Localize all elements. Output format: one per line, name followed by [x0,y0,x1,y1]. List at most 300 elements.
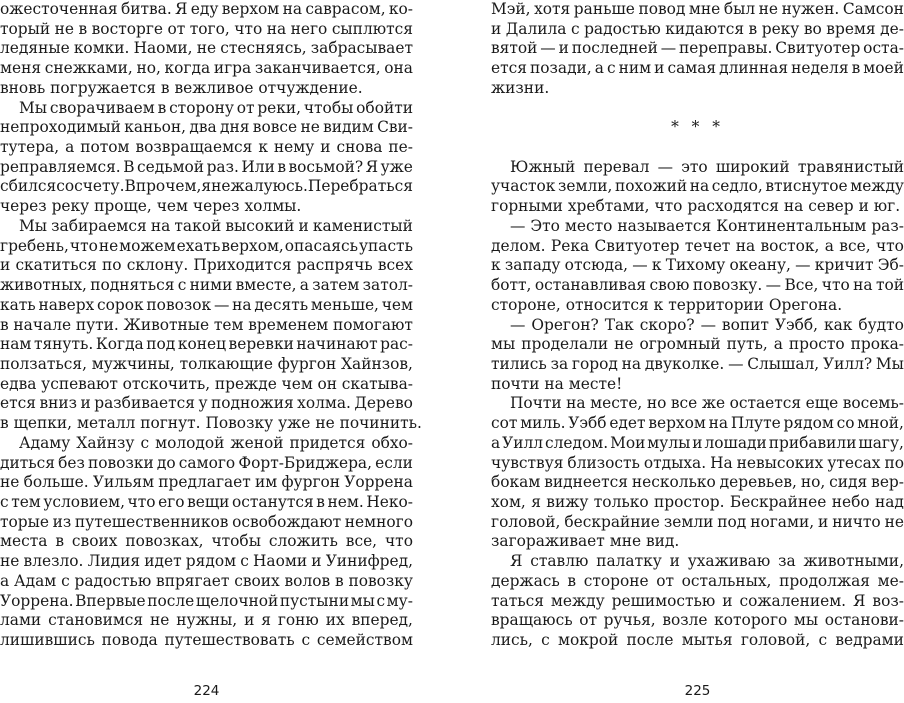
word: что [875,236,904,255]
word: остается [729,394,802,413]
word: с [606,59,616,78]
word: свою [649,276,690,295]
word: Река [550,236,590,255]
word: Уильям [92,473,155,492]
word: Форт-Бриджера, [238,453,373,472]
word: проще, [94,197,152,216]
text-line [0,532,413,552]
word: вятой [491,39,538,58]
word: восьмой? [288,157,364,176]
word: шагу, [858,433,904,452]
word: Я [365,157,379,176]
text-line [491,217,904,237]
word: что [234,19,263,38]
word: меня [0,59,42,78]
word: стороне, [491,295,561,314]
word: животных, [0,276,87,295]
word: забираемся [51,216,147,235]
word: несколько [631,473,716,492]
word: становимся [48,611,144,630]
word: оста- [863,39,904,58]
word: такой [174,216,222,235]
word: вместе, [235,276,297,295]
word: по [102,256,122,275]
word: Орегон? [531,315,599,334]
word: забрасывает [310,39,413,58]
word: счету. [74,177,125,196]
word: сложить [268,532,338,551]
word: видим [323,118,374,137]
word: чтобы [303,98,354,117]
word: место [564,216,613,235]
word: что [69,236,98,255]
word: освобождают [232,512,342,531]
word: сидя [829,473,868,492]
word: время [826,19,876,38]
word: а [824,236,834,255]
text-line [491,79,904,99]
word: отсюда, [564,256,629,275]
blank-line [491,99,904,119]
word: можем [119,236,176,255]
word: я [201,177,212,196]
word: Мы [19,98,48,117]
word: я [261,611,271,630]
word: Уэбб, [774,315,818,334]
word: повозках, [125,532,204,551]
text-line [0,611,413,631]
word: каньон, [124,118,187,137]
text-line [491,177,904,197]
text-line [491,276,904,296]
word: животными, [803,552,904,571]
word: если [375,453,413,472]
word: вниз [39,394,78,413]
word: нам [0,335,32,354]
word: временем [248,315,329,334]
word: Так [604,315,634,334]
word: мы [350,591,375,610]
word: на [735,236,756,255]
word: повод [638,0,686,18]
word: уже [380,157,413,176]
word: вещи [187,492,230,511]
word: но, [800,473,826,492]
word: Далила [505,19,567,38]
word: вопит [721,315,769,334]
word: пустыни [279,591,350,610]
word: ме- [877,571,904,590]
word: ботт, [491,276,532,295]
text-line [491,316,904,336]
text-line [0,454,413,474]
word: ется [491,59,527,78]
word: высокий [225,216,295,235]
word: погружается [50,78,156,97]
word: виднеется [544,473,628,492]
word: месте, [590,394,643,413]
word: и [298,216,309,235]
word: женой [230,433,284,452]
word: Лидия [87,552,141,571]
word: все, [345,532,378,551]
word: не [211,177,231,196]
word: начинают [296,335,378,354]
word: из [52,512,72,531]
word: головой, [740,631,811,649]
word: как [823,315,853,334]
text-line [0,237,413,257]
word: кать [0,295,36,314]
text-line [491,454,904,474]
word: возвращаемся [135,138,253,157]
word: пути. [75,315,119,334]
word: Неко- [366,492,413,511]
word: восемь- [842,394,904,413]
word: от [236,98,255,117]
text-line [0,394,413,414]
word: веревки [228,335,294,354]
word: в [851,59,861,78]
word: и [669,552,680,571]
section-separator: * * * [671,118,724,137]
text-line [491,572,904,592]
word: на [689,177,710,196]
word: рядом [185,552,237,571]
word: предлагает [158,473,251,492]
word: повозок [146,295,212,314]
word: конец [177,335,226,354]
text-line [0,59,413,79]
left-page-number: 224 [193,683,220,699]
text-line [491,237,904,257]
word: со [56,177,75,196]
word: больше. [23,473,89,492]
word: Свитуотер [775,39,861,58]
word: жалуюсь. [230,177,308,196]
word: небо [831,492,870,511]
word: ко- [388,0,413,18]
word: следом. [545,433,609,452]
word: на [150,216,171,235]
word: на [853,276,873,295]
word: Хайнзов, [341,354,413,373]
text-line [491,375,904,395]
word: в [277,157,286,176]
word: тутера, [0,138,60,157]
word: на [566,394,586,413]
word: палатку [596,552,662,571]
word: моей [863,59,904,78]
word: ними [189,276,233,295]
word: через [192,197,240,216]
word: ется [0,394,36,413]
word: похожий [614,177,688,196]
word: над [874,492,904,511]
word: возле [662,611,708,630]
word: — [795,256,811,275]
word: за [550,354,569,373]
word: не [300,118,320,137]
word: обойти [356,98,413,117]
word: и [858,197,869,216]
word: в [0,414,9,433]
word: на [621,354,642,373]
word: без [58,453,85,472]
word: останавливая [534,276,647,295]
word: сбился [0,177,57,196]
word: юг. [873,197,901,216]
word: — [510,216,526,235]
word: хребтами, [567,197,650,216]
word: отчуждение. [258,78,363,97]
word: сыплются [331,19,413,38]
word: нем. [327,492,364,511]
word: перевал [583,157,650,176]
word: с [240,552,249,571]
word: и [654,59,665,78]
word: а [299,276,309,295]
word: меньше, [310,295,379,314]
word: не [0,552,20,571]
text-line [491,0,904,20]
word: ногами, [750,512,815,531]
word: с [177,276,187,295]
word: и [491,19,502,38]
word: его [158,492,185,511]
word: мы [491,335,516,354]
word: раз- [871,216,904,235]
word: вперед, [351,611,413,630]
word: на [282,0,303,18]
word: с [140,433,150,452]
word: Дерево [354,394,413,413]
word: город [571,354,618,373]
text-line [0,316,413,336]
word: волов [284,571,331,590]
word: Мы [19,216,48,235]
word: от [167,19,186,38]
word: территории [668,295,764,314]
word: диться [0,453,55,472]
word: но, [136,59,161,78]
text-line [0,39,413,59]
word: решимостью [611,591,716,610]
word: между [850,177,904,196]
word: придется [289,433,366,452]
word: к [653,295,664,314]
word: условием, [43,492,125,511]
word: а [773,335,783,354]
text-line [491,473,904,493]
word: — [632,256,648,275]
word: влезло. [23,552,84,571]
word: за [778,552,796,571]
word: — [728,354,744,373]
word: делом. [491,236,546,255]
word: что [654,197,683,216]
word: молодой [155,433,225,452]
word: еду [190,0,219,18]
word: не [0,473,20,492]
word: и [320,138,331,157]
word: реки, [257,98,302,117]
word: с [818,631,828,649]
word: десять [254,295,309,314]
word: в [157,98,167,117]
text-line [0,493,413,513]
word: битва. [120,0,172,18]
word: Это [530,216,560,235]
word: Впрочем, [124,177,202,196]
word: упасть [358,236,413,255]
word: в [334,571,344,590]
blank-line [491,138,904,158]
word: между [550,591,605,610]
word: утесах [827,453,881,472]
word: того, [189,19,230,38]
word: когда [164,59,211,78]
word: кидаются [665,19,745,38]
word: мне [609,532,642,551]
text-line [491,335,904,355]
text-line [0,513,413,533]
word: Адаму [19,433,71,452]
word: толкающие [179,354,273,373]
word: только [593,492,649,511]
word: а [65,138,75,157]
word: — [700,315,716,334]
word: земли [663,512,714,531]
word: дня [220,118,250,137]
right-page-number: 225 [684,683,711,699]
word: не [54,19,74,38]
word: во [803,19,822,38]
word: разбивается [94,394,195,413]
word: относится [565,295,649,314]
word: идет [144,552,182,571]
word: мне [688,0,721,18]
word: почти [491,374,540,393]
word: земли, [558,177,613,196]
word: втиснутое [765,177,848,196]
word: горными [491,197,563,216]
word: повозку. [692,276,763,295]
word: это [681,157,708,176]
word: не [758,0,779,18]
word: в [160,78,170,97]
word: все, [839,236,871,255]
word: у [198,394,208,413]
word: хотя [534,0,571,18]
word: я [531,492,541,511]
text-line [0,592,413,612]
word: север [808,197,854,216]
word: ползаться, [0,354,87,373]
word: сожалением. [739,591,847,610]
word: нему [273,138,315,157]
word: отскочить, [122,374,211,393]
word: затол- [362,276,413,295]
word: семейством [316,631,413,649]
word: путешествовать [164,631,295,649]
word: она [384,59,413,78]
word: пе- [388,138,413,157]
word: своих [71,532,118,551]
word: скатыва- [341,374,413,393]
word: ничто [832,512,881,531]
word: Свитуотер [594,236,680,255]
word: невысоких [736,453,824,472]
word: Эб- [877,256,904,275]
word: затем [312,276,360,295]
text-line [0,197,413,217]
word: не [315,414,335,433]
word: Сви- [377,118,413,137]
word: не [884,512,904,531]
word: загораживает [491,532,605,551]
text-line [491,532,904,552]
text-line [491,197,904,217]
word: повозки [88,453,154,472]
word: на [266,19,287,38]
word: прока- [850,335,904,354]
word: через [0,197,47,216]
word: помогают [333,315,413,334]
word: Слышал, [747,354,820,373]
text-line [0,473,413,493]
word: непроходимый [0,118,121,137]
word: снова [336,138,383,157]
word: гребень, [0,236,69,255]
word: тем [213,315,244,334]
text-line [0,0,413,20]
text-line [0,434,413,454]
word: бескрайние [564,512,660,531]
word: Все, [784,276,819,295]
word: месте! [568,374,623,393]
word: Повозку [205,414,274,433]
word: продолжая [779,571,871,590]
word: от [656,571,674,590]
word: подняться [90,276,175,295]
word: впрягает [156,571,230,590]
word: мы [793,611,819,630]
word: Тихому [665,256,726,275]
text-line [0,552,413,572]
word: хом, [491,492,526,511]
word: мной, [857,414,904,433]
word: Континентальным [716,216,867,235]
word: вращаюсь [491,611,573,630]
word: де- [880,19,904,38]
word: два [189,118,217,137]
word: ведрами [835,631,904,649]
word: сорок [97,295,144,314]
word: прежде [214,374,277,393]
text-line [0,335,413,355]
word: лами [0,611,42,630]
word: комки. [73,39,130,58]
word: холмы. [244,197,302,216]
word: миль. [520,414,566,433]
word: Я [510,552,523,571]
word: Мои [610,433,646,452]
word: и [558,39,569,58]
word: просто [788,335,845,354]
text-line [0,217,413,237]
word: му- [386,591,413,610]
